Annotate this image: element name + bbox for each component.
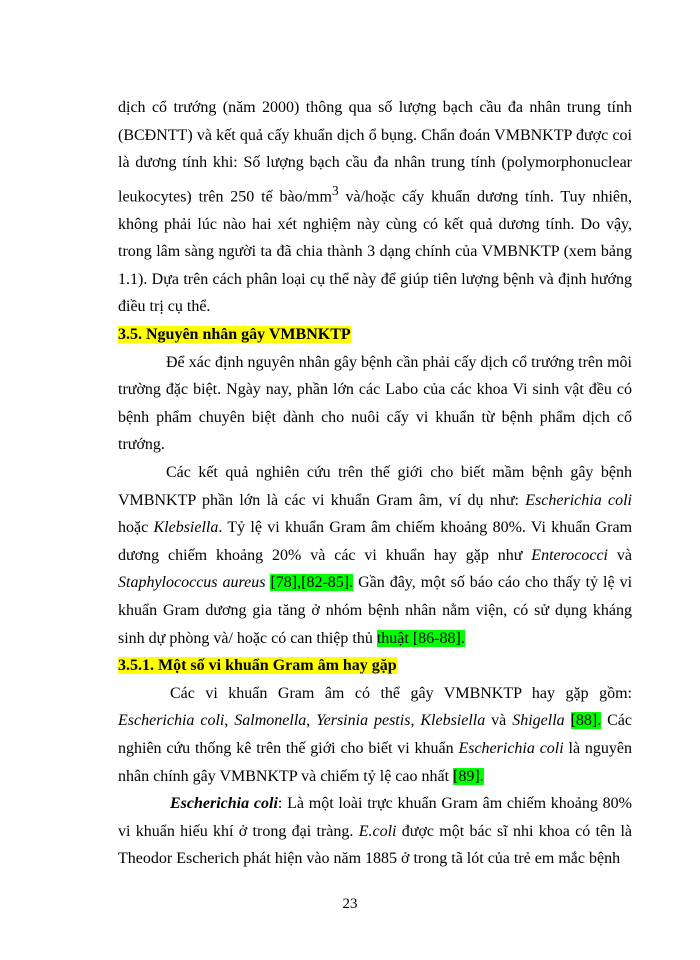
heading-3-5: [118, 321, 632, 349]
text-run: và: [485, 712, 513, 730]
text-run: ,: [306, 712, 317, 730]
page-body: [118, 94, 632, 873]
intro-text-a: dịch cổ trướng (năm 2000) thông qua số lượng bạch cầu đa nhân trung tính (BCĐNTT) và kết quả cấy khuẩn dịch ổ bụng. Chẩn đoán VMBNKTP được coi là dương tính khi: Số lượng bạch cầu đa nhân trung tính (polymorphonuclear leukocytes) trên 250 tế bào/mm: [118, 99, 632, 206]
heading-3-5-1: [118, 652, 632, 680]
text-run: : Là một loài trực khuẩn Gram âm chiếm khoảng 80% vi khuẩn hiếu khí ở trong đại tràng.: [118, 795, 632, 840]
text-run: hoặc: [118, 519, 154, 537]
text-run: [565, 712, 571, 729]
species-yersinia: Yersinia pestis: [316, 712, 411, 730]
species-klebsiella: Klebsiella: [420, 712, 486, 730]
species-shigella: Shigella: [512, 712, 565, 730]
text-run: ,: [410, 712, 421, 730]
citation-86-88: thuật [86-88].: [376, 629, 465, 647]
citation-78-85: [78],[82-85].: [270, 574, 354, 592]
heading-3-5-text: 3.5. Nguyên nhân gây VMBNKTP: [118, 326, 351, 344]
text-run: Các vi khuẩn Gram âm có thể gây VMBNKTP hay gặp gồm:: [170, 684, 632, 702]
paragraph-culture: Để xác định nguyên nhân gây bệnh cần phải cấy dịch cổ trướng trên môi trường đặc biệt. Ngày nay, phần lớn các Labo của các khoa Vi sinh vật đều có bệnh phẩm chuyên biệt dành cho nuôi cấy vi khuẩn từ bệnh phẩm dịch cổ trướng.: [118, 353, 632, 454]
species-ecoli: Escherichia coli: [525, 491, 632, 509]
paragraph-results: [118, 459, 632, 652]
text-run: . Tỷ lệ vi khuẩn Gram âm chiếm khoảng 80%. Vi khuẩn Gram dương chiếm khoảng 20% và các vi khuẩn hay gặp như: [118, 519, 633, 564]
text-run: Các nghiên cứu thống kê trên thế giới cho biết vi khuẩn: [118, 712, 633, 757]
species-ecoli: Escherichia coli: [458, 739, 564, 757]
species-enterococci: Enterococci: [531, 546, 608, 564]
heading-3-5-1-text: 3.5.1. Một số vi khuẩn Gram âm hay gặp: [118, 657, 397, 675]
term-ecoli: Escherichia coli: [170, 795, 278, 813]
paragraph-ecoli: [118, 790, 632, 873]
paragraph-intro: [118, 94, 632, 321]
intro-text-b: và/hoặc cấy khuẩn dương tính. Tuy nhiên, không phải lúc nào hai xét nghiệm này cùng có kết quả dương tính. Do vậy, trong lâm sàng người ta đã chia thành 3 dạng chính của VMBNKTP (xem bảng 1.1). Dựa trên cách phân loại cụ thể này để giúp tiên lượng bệnh và định hướng điều trị cụ thể.: [118, 188, 633, 316]
citation-89: [89].: [453, 767, 484, 785]
citation-88: [88].: [570, 712, 602, 730]
species-ecoli: Escherichia coli: [118, 712, 225, 730]
abbr-ecoli: E.coli: [358, 822, 397, 840]
text-run: được một bác sĩ nhi khoa có tên là Theodor Escherich phát hiện vào năm 1885 ở trong tã lót của trẻ em mắc bệnh: [118, 822, 632, 868]
superscript: 3: [331, 182, 339, 198]
species-salmonella: Salmonella: [234, 712, 307, 730]
text-run: Các kết quả nghiên cứu trên thế giới cho biết mầm bệnh gây bệnh VMBNKTP phần lớn là các vi khuẩn Gram âm, ví dụ như:: [118, 464, 632, 509]
paragraph-gram-negative: [118, 680, 632, 790]
text-run: ,: [224, 712, 235, 730]
species-staphylococcus: Staphylococcus aureus: [118, 574, 266, 592]
text-run: là nguyên nhân chính gây VMBNKTP và chiếm tỷ lệ cao nhất: [118, 739, 632, 785]
page-number: 23: [342, 896, 358, 912]
text-run: và: [608, 546, 632, 564]
text-run: Gần đây, một số báo cáo cho thấy tỷ lệ vi khuẩn Gram dương gia tăng ở nhóm bệnh nhân nằm viện, có sử dụng kháng sinh dự phòng và/ hoặc có can thiệp thủ: [118, 574, 633, 647]
species-klebsiella: Klebsiella: [153, 519, 219, 537]
